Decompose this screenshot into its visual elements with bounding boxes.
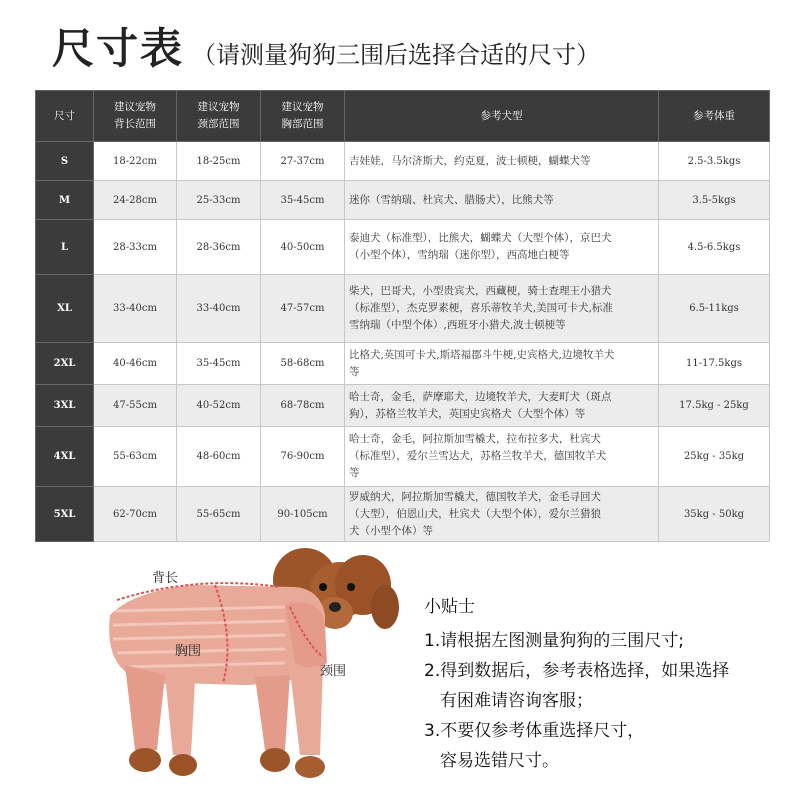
back-cell: 47-55cm	[94, 385, 177, 427]
neck-cell: 28-36cm	[177, 220, 261, 275]
chest-cell: 90-105cm	[261, 487, 345, 542]
chest-cell: 76-90cm	[261, 427, 345, 487]
neck-cell: 40-52cm	[177, 385, 261, 427]
tips-heading: 小贴士	[424, 597, 475, 617]
breed-line: 泰迪犬（标准型），比熊犬，蝴蝶犬（大型个体），京巴犬	[349, 232, 612, 244]
breed-cell	[345, 275, 659, 343]
size-cell: M	[36, 181, 94, 220]
back-cell: 18-22cm	[94, 142, 177, 181]
title-main: 尺寸表	[52, 24, 185, 73]
weight-cell: 11-17.5kgs	[659, 343, 770, 385]
table-row	[36, 385, 770, 427]
label-back-length: 背长	[152, 571, 179, 586]
header-back: 建议宠物 背长范围	[94, 91, 177, 142]
table-row	[36, 275, 770, 343]
table-row	[36, 181, 770, 220]
tip-line-3: 有困难请咨询客服；	[440, 691, 593, 711]
breed-cell	[345, 343, 659, 385]
breed-cell	[345, 385, 659, 427]
breed-line: 哈士奇，金毛，萨摩耶犬，边境牧羊犬，大麦町犬（斑点	[349, 390, 612, 403]
breed-cell	[345, 181, 659, 220]
tip-line-5: 容易选错尺寸。	[440, 751, 559, 771]
size-cell: 5XL	[36, 487, 94, 542]
breed-line: 雪纳瑞（中型个体）,西班牙小猎犬,波士顿梗等	[349, 319, 566, 331]
back-cell: 28-33cm	[94, 220, 177, 275]
dog-illustration	[95, 545, 415, 795]
weight-cell: 17.5kg - 25kg	[659, 385, 770, 427]
size-cell: XL	[36, 275, 94, 343]
breed-cell	[345, 487, 659, 542]
weight-cell: 6.5-11kgs	[659, 275, 770, 343]
back-cell: 40-46cm	[94, 343, 177, 385]
breed-cell	[345, 220, 659, 275]
back-cell: 62-70cm	[94, 487, 177, 542]
table-row	[36, 142, 770, 181]
breed-line: （小型个体），雪纳瑞（迷你型），西高地白梗等	[349, 249, 570, 261]
neck-cell: 25-33cm	[177, 181, 261, 220]
tip-line-1: 1.请根据左图测量狗狗的三围尺寸;	[424, 631, 684, 651]
weight-cell: 3.5-5kgs	[659, 181, 770, 220]
header-chest: 建议宠物 胸部范围	[261, 91, 345, 142]
tip-line-4: 3.不要仅参考体重选择尺寸，	[424, 721, 645, 741]
breed-line: （标准型），爱尔兰雪达犬，苏格兰牧羊犬，德国牧羊犬	[349, 450, 607, 462]
neck-cell: 18-25cm	[177, 142, 261, 181]
label-chest: 胸围	[175, 644, 202, 659]
breed-line: 迷你（雪纳瑞、杜宾犬、腊肠犬），比熊犬等	[349, 193, 554, 206]
table-row	[36, 427, 770, 487]
breed-line: （大型），伯恩山犬，杜宾犬（大型个体），爱尔兰猎狼	[349, 507, 601, 520]
back-cell: 55-63cm	[94, 427, 177, 487]
weight-cell: 4.5-6.5kgs	[659, 220, 770, 275]
size-cell: 3XL	[36, 385, 94, 427]
breed-cell	[345, 142, 659, 181]
size-cell: S	[36, 142, 94, 181]
header-breed: 参考犬型	[345, 91, 659, 142]
header-weight: 参考体重	[659, 91, 770, 142]
neck-cell: 33-40cm	[177, 275, 261, 343]
weight-cell: 2.5-3.5kgs	[659, 142, 770, 181]
breed-line: 哈士奇，金毛，阿拉斯加雪橇犬，拉布拉多犬，杜宾犬	[349, 433, 601, 445]
breed-line: 犬（小型个体）等	[349, 524, 433, 537]
back-cell: 24-28cm	[94, 181, 177, 220]
page-title	[52, 16, 600, 76]
size-cell: 4XL	[36, 427, 94, 487]
breed-cell	[345, 427, 659, 487]
breed-line: 比格犬,英国可卡犬,斯塔福郡斗牛梗,史宾格犬,边境牧羊犬	[349, 348, 615, 361]
breed-line: 吉娃娃，马尔济斯犬，约克夏，波士顿梗，蝴蝶犬等	[349, 154, 591, 167]
weight-cell: 25kg - 35kg	[659, 427, 770, 487]
chest-cell: 68-78cm	[261, 385, 345, 427]
back-cell: 33-40cm	[94, 275, 177, 343]
weight-cell: 35kg - 50kg	[659, 487, 770, 542]
header-neck: 建议宠物 颈部范围	[177, 91, 261, 142]
chest-cell: 35-45cm	[261, 181, 345, 220]
neck-cell: 48-60cm	[177, 427, 261, 487]
table-row	[36, 343, 770, 385]
chest-cell: 27-37cm	[261, 142, 345, 181]
tip-line-2: 2.得到数据后，参考表格选择，如果选择	[424, 661, 730, 681]
breed-line: （标准型），杰克罗素梗，喜乐蒂牧羊犬,美国可卡犬,标准	[349, 302, 613, 314]
table-row	[36, 220, 770, 275]
size-cell: L	[36, 220, 94, 275]
breed-line: 柴犬，巴哥犬，小型贵宾犬，西藏梗，骑士查理王小猎犬	[349, 285, 612, 297]
breed-line: 等	[349, 467, 360, 479]
chest-cell: 40-50cm	[261, 220, 345, 275]
neck-cell: 35-45cm	[177, 343, 261, 385]
dog-measurement-diagram	[95, 545, 415, 795]
header-size: 尺寸	[36, 91, 94, 142]
label-neck: 颈围	[320, 664, 347, 679]
table-header-row	[36, 91, 770, 142]
size-table	[35, 90, 770, 542]
table-row	[36, 487, 770, 542]
tips-section	[424, 592, 729, 776]
title-subtitle: （请测量狗狗三围后选择合适的尺寸）	[192, 41, 601, 69]
neck-cell: 55-65cm	[177, 487, 261, 542]
chest-cell: 47-57cm	[261, 275, 345, 343]
breed-line: 罗威纳犬，阿拉斯加雪橇犬，德国牧羊犬，金毛寻回犬	[349, 490, 601, 503]
size-cell: 2XL	[36, 343, 94, 385]
breed-line: 等	[349, 365, 360, 378]
chest-cell: 58-68cm	[261, 343, 345, 385]
breed-line: 狗），苏格兰牧羊犬，英国史宾格犬（大型个体）等	[349, 407, 586, 420]
